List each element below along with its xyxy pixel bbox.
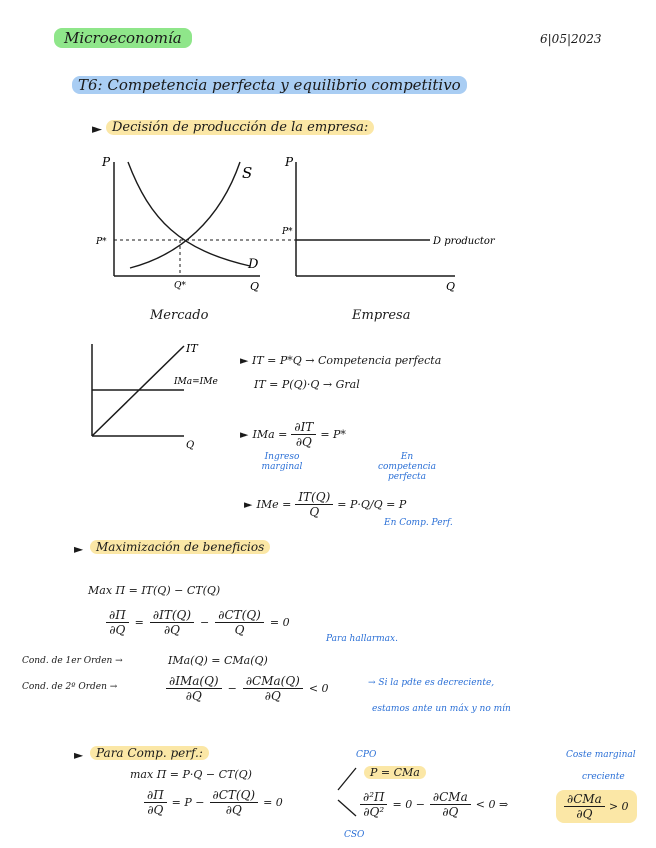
cond2-eq: $\frac{\text{∂IMa(Q)}}{\partial Q}$ − $\frac{\text{∂CMa(Q)}}{\partial Q}$ < 0 xyxy=(166,674,329,703)
market-q-label: Q xyxy=(250,280,260,293)
section1-title: Decisión de producción de la empresa: xyxy=(106,120,374,135)
supply-curve xyxy=(130,162,240,268)
section3-bullet: ► xyxy=(74,748,84,762)
note-en-competencia: En competencia perfecta xyxy=(377,452,437,482)
date: 6|05|2023 xyxy=(540,32,602,46)
eq-it-general: IT = P(Q)·Q → Gral xyxy=(254,378,360,391)
comp-perf-soc-eq: $\frac{\text{∂²Π}}{\text{∂Q²}}$ = 0 − $\frac{\text{∂CMa}}{\partial Q}$ < 0 ⇒ xyxy=(360,790,508,819)
cond1-label: Cond. de 1er Orden → xyxy=(22,656,123,666)
firm-demand-label: D productor xyxy=(433,236,495,247)
result-p-cma: P = CMa xyxy=(364,766,426,779)
demand-label: D xyxy=(248,257,259,272)
cond1-eq: IMa(Q) = CMa(Q) xyxy=(168,654,268,667)
market-pstar-label: P* xyxy=(96,237,107,247)
note-creciente: creciente xyxy=(582,772,625,782)
note-comp-perf: En Comp. Perf. xyxy=(384,518,453,528)
note-coste-marginal: Coste marginal xyxy=(566,750,636,760)
note-ingreso-marginal: Ingreso marginal xyxy=(261,452,303,472)
note-para-hallarmax: Para hallarmax. xyxy=(326,634,398,644)
final-condition: $\frac{\text{∂CMa}}{\partial Q}$ > 0 xyxy=(556,790,637,823)
supply-label: S xyxy=(242,164,253,182)
topic-title: T6: Competencia perfecta y equilibrio competitivo xyxy=(72,76,467,94)
eq-ime: ► IMe = $\frac{IT(Q)}{Q}$ = P·Q/Q = P xyxy=(244,490,407,519)
market-firm-graphs xyxy=(90,150,510,330)
section3-title: Para Comp. perf.: xyxy=(90,746,209,760)
eq-ima: ► IMa = $\frac{\partial IT}{\partial Q}$ = P* xyxy=(240,420,346,449)
max-profit-eq: Max Π = IT(Q) − CT(Q) xyxy=(88,584,221,597)
note-cond2-b: estamos ante un máx y no mín xyxy=(372,704,511,714)
subject-title: Microeconomía xyxy=(54,28,192,48)
cond2-label: Cond. de 2º Orden → xyxy=(22,682,118,692)
comp-perf-foc-eq: $\frac{\partial\Pi}{\partial Q}$ = P − $\frac{\partial CT(Q)}{\partial Q}$ = 0 xyxy=(144,788,283,817)
revenue-graph xyxy=(84,340,224,452)
firm-q-label: Q xyxy=(446,280,456,293)
firm-p-label: P xyxy=(285,155,294,169)
market-caption: Mercado xyxy=(150,308,209,323)
note-cond2-a: → Si la pdte es decreciente, xyxy=(368,678,495,688)
it-curve xyxy=(92,346,184,436)
foc-derivative-eq: $\frac{\partial\Pi}{\partial Q}$ = $\frac{\partial IT(Q)}{\partial Q}$ − $\frac{\partial CT(Q)}{Q}$ = 0 xyxy=(106,608,290,637)
eq-it-competencia: ► IT = P*Q → Competencia perfecta xyxy=(240,354,442,367)
section2-bullet: ► xyxy=(74,542,84,556)
cso-label: CSO xyxy=(344,830,365,840)
market-qstar-label: Q* xyxy=(174,281,186,291)
section1-bullet: ► xyxy=(92,122,102,137)
it-label: IT xyxy=(186,342,198,355)
section2-title: Maximización de beneficios xyxy=(90,540,270,554)
demand-curve xyxy=(128,162,253,266)
firm-pstar-label: P* xyxy=(282,227,293,237)
market-p-label: P xyxy=(102,155,111,169)
revenue-q-label: Q xyxy=(186,440,195,451)
ima-ime-label: IMa=IMe xyxy=(174,377,218,387)
firm-caption: Empresa xyxy=(352,308,411,323)
comp-perf-max-eq: max Π = P·Q − CT(Q) xyxy=(130,768,252,781)
cpo-label: CPO xyxy=(356,750,377,760)
